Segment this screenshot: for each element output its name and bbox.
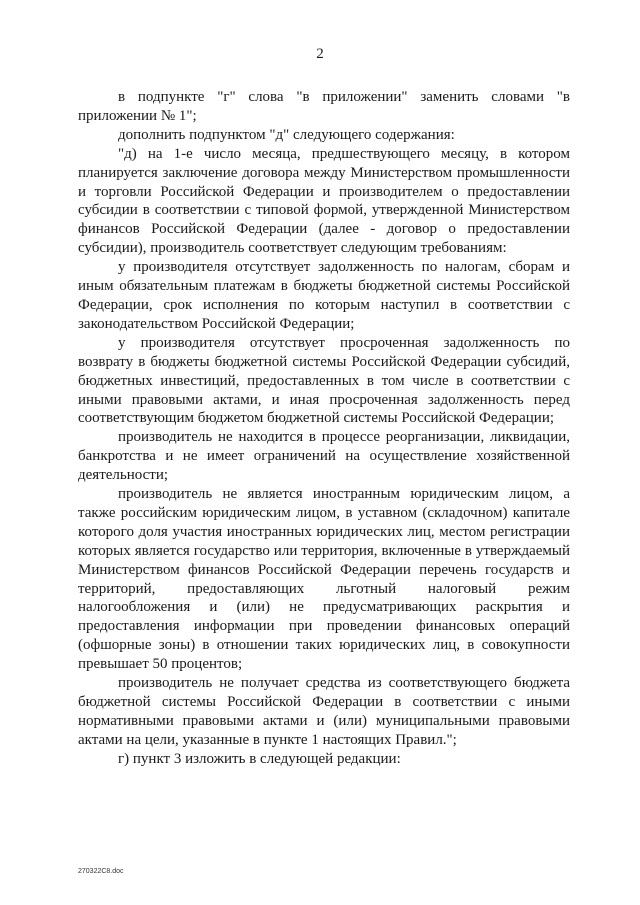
document-file-code: 270322C8.doc — [78, 868, 124, 875]
paragraph-3: "д) на 1-е число месяца, предшествующего месяцу, в котором планируется заключение договора между Министерством промышленности и торговли Российской Федерации и производителем о предоставлении субсидии в соответствии с типовой формой, утвержденной Министерством финансов Российской Федерации (далее - договор о предоставлении субсидии), производитель соответствует следующим требованиям: — [78, 145, 570, 257]
paragraph-2: дополнить подпунктом "д" следующего содержания: — [118, 126, 455, 143]
paragraph-6: производитель не находится в процессе реорганизации, ликвидации, банкротства и не имеет ограничений на осуществление хозяйственной деятельности; — [78, 429, 570, 484]
paragraph-4: у производителя отсутствует задолженность по налогам, сборам и иным обязательным платежам в бюджеты бюджетной системы Российской Федерации, срок исполнения по которым наступил в соответствии с законодательством Российской Федерации; — [78, 259, 570, 332]
paragraph-5: у производителя отсутствует просроченная задолженность по возврату в бюджеты бюджетной системы Российской Федерации субсидий, бюджетных инвестиций, предоставленных в том числе в соответствии с иными правовыми актами, и иная просроченная задолженность перед соответствующим бюджетом бюджетной системы Российской Федерации; — [78, 334, 570, 427]
paragraph-7: производитель не является иностранным юридическим лицом, а также российским юридическим лицом, в уставном (складочном) капитале которого доля участия иностранных юридических лиц, местом регистрации которых является государство или территория, включенные в утверждаемый Министерством финансов Российской Федерации перечень государств и территорий, предоставляющих льготный налоговый режим налогообложения и (или) не предусматривающих раскрытия и предоставления информации при проведении финансовых операций (офшорные зоны) в отношении таких юридических лиц, в совокупности превышает 50 процентов; — [78, 486, 570, 673]
paragraph-9: г) пункт 3 изложить в следующей редакции: — [118, 750, 401, 767]
paragraph-8: производитель не получает средства из соответствующего бюджета бюджетной системы Российской Федерации в соответствии с иными нормативными правовыми актами и (или) муниципальными правовыми актами на цели, указанные в пункте 1 настоящих Правил."; — [78, 675, 570, 748]
page-number: 2 — [316, 46, 324, 62]
document-body — [78, 88, 570, 769]
paragraph-1: в подпункте "г" слова "в приложении" заменить словами "в приложении № 1"; — [78, 89, 570, 124]
